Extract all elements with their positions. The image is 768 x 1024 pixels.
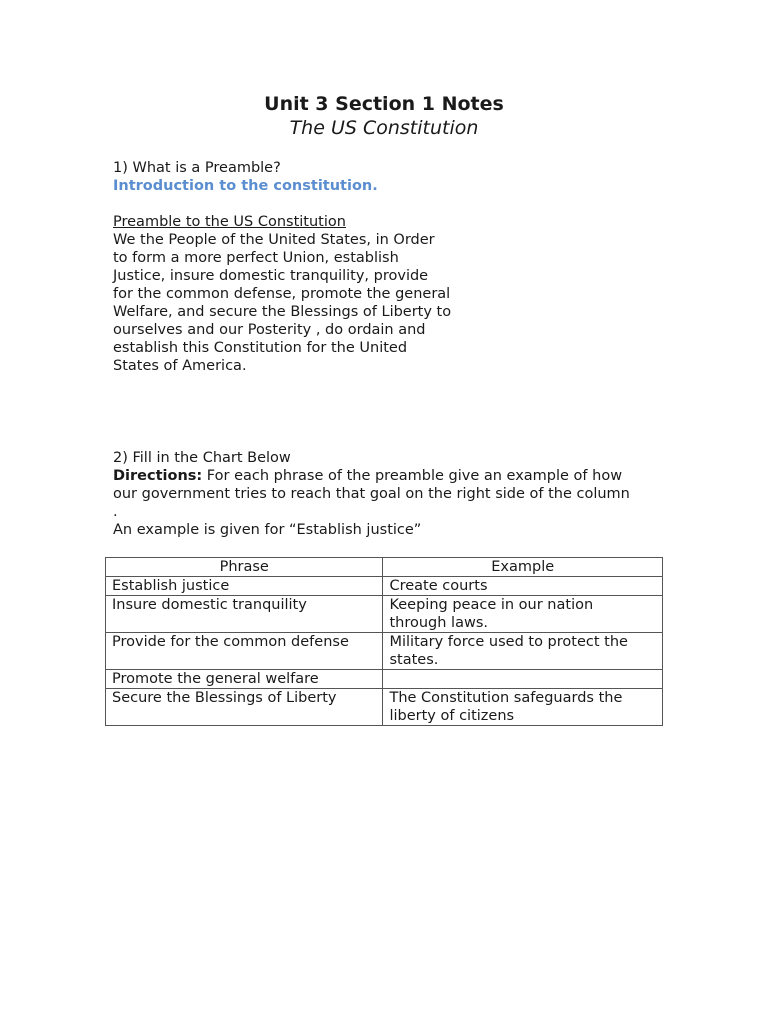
- table-row: [106, 670, 663, 689]
- phrase-cell: Establish justice: [106, 577, 383, 596]
- preamble-section: [113, 213, 493, 375]
- example-line: Keeping peace in our nation: [389, 597, 594, 613]
- table-row: [106, 596, 663, 633]
- table-row: [106, 689, 663, 726]
- preamble-line: We the People of the United States, in Order: [113, 232, 435, 248]
- table-row: [106, 633, 663, 670]
- question-2: [113, 449, 673, 539]
- example-line: The Constitution safeguards the: [389, 690, 623, 706]
- table-header-example: Example: [383, 558, 663, 577]
- preamble-line: States of America.: [113, 358, 247, 374]
- example-line: Create courts: [389, 578, 488, 594]
- preamble-heading: Preamble to the US Constitution: [113, 214, 346, 230]
- question-1-answer: Introduction to the constitution.: [113, 178, 378, 194]
- example-cell: [383, 670, 663, 689]
- page-title: Unit 3 Section 1 Notes: [264, 93, 504, 115]
- page-subtitle: The US Constitution: [289, 117, 479, 139]
- preamble-chart-table: [105, 557, 663, 726]
- example-cell: [383, 577, 663, 596]
- phrase-cell: Promote the general welfare: [106, 670, 383, 689]
- example-cell: [383, 689, 663, 726]
- preamble-line: Justice, insure domestic tranquility, provide: [113, 268, 429, 284]
- question-1-prompt: 1) What is a Preamble?: [113, 160, 281, 176]
- preamble-line: ourselves and our Posterity , do ordain and: [113, 322, 426, 338]
- example-line: Military force used to protect the: [389, 634, 628, 650]
- phrase-cell: Insure domestic tranquility: [106, 596, 383, 633]
- example-cell: [383, 596, 663, 633]
- preamble-line: to form a more perfect Union, establish: [113, 250, 399, 266]
- question-2-prompt: 2) Fill in the Chart Below: [113, 450, 291, 466]
- phrase-cell: Secure the Blessings of Liberty: [106, 689, 383, 726]
- directions-text-2: our government tries to reach that goal on the right side of the column: [113, 486, 630, 502]
- directions-text: For each phrase of the preamble give an example of how: [202, 468, 623, 484]
- phrase-cell: Provide for the common defense: [106, 633, 383, 670]
- directions-text-3: .: [113, 504, 118, 520]
- example-line: states.: [389, 652, 439, 668]
- directions-label: Directions:: [113, 468, 203, 484]
- preamble-line: Welfare, and secure the Blessings of Liberty to: [113, 304, 452, 320]
- table-row: [106, 577, 663, 596]
- table-header-phrase: Phrase: [106, 558, 383, 577]
- example-line: liberty of citizens: [389, 708, 515, 724]
- example-line: through laws.: [389, 615, 488, 631]
- example-cell: [383, 633, 663, 670]
- preamble-line: establish this Constitution for the United: [113, 340, 408, 356]
- table-header-row: [106, 558, 663, 577]
- example-note: An example is given for “Establish justice”: [113, 522, 422, 538]
- question-1: [113, 159, 673, 195]
- directions: [113, 467, 673, 485]
- preamble-line: for the common defense, promote the general: [113, 286, 451, 302]
